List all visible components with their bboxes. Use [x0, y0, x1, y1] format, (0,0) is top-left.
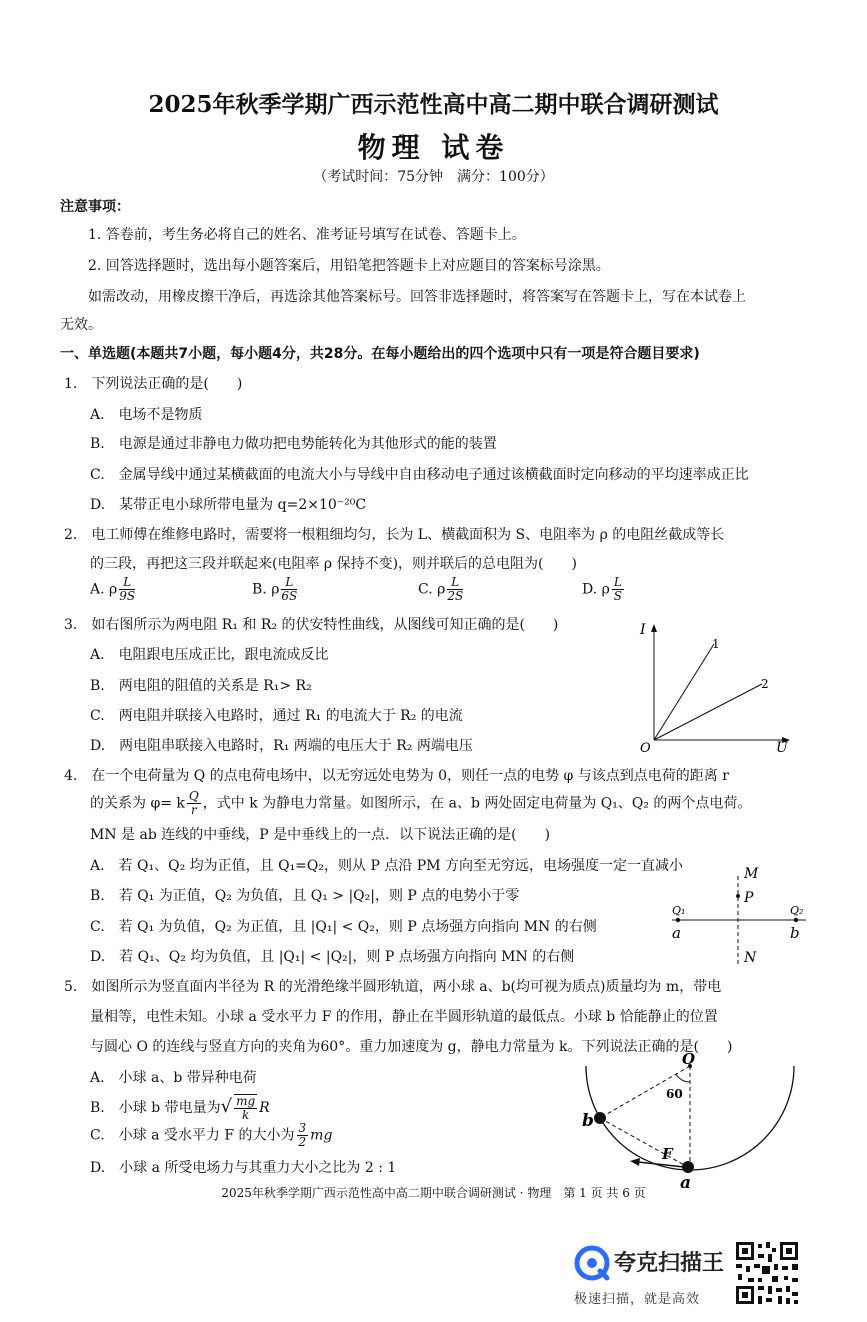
q5-semicircle-figure: [576, 1052, 808, 1192]
q5-option-b: B. 小球 b 带电量为√ $\frac{mg}{k}$ R: [90, 1094, 270, 1122]
page-footer: 2025年秋季学期广西示范性高中高二期中联合调研测试 · 物理 第 1 页 共 6 页: [221, 1186, 646, 1200]
q5-stem-line1: 5. 如图所示为竖直面内半径为 R 的光滑绝缘半圆形轨道，两小球 a、b(均可视为质点)质量均为 m，带电: [64, 979, 722, 995]
notice-item-4: 无效。: [60, 317, 102, 333]
q2-option-c: C. ρ $\frac{L}{2S}$: [418, 575, 464, 603]
q2-option-b: B. ρ $\frac{L}{6S}$: [252, 575, 298, 603]
q4-stem-line1: 4. 在一个电荷量为 Q 的点电荷电场中，以无穷远处电势为 0，则任一点的电势 φ 与该点到点电荷的距离 r: [64, 768, 729, 784]
quark-scanner-logo-icon: [574, 1245, 610, 1281]
q4-label-m: M: [744, 866, 759, 882]
q5-stem-line2: 量相等，电性未知。小球 a 受水平力 F 的作用，静止在半圆形轨道的最低点。小球 b 恰能静止的位置: [90, 1009, 718, 1025]
q2-option-a: A. ρ $\frac{L}{9S}$: [90, 575, 136, 603]
q4-option-d: D. 若 Q₁、Q₂ 均为负值，且 |Q₁| < |Q₂|，则 P 点场强方向指向 MN 的右侧: [90, 949, 575, 965]
q5-label-a: a: [680, 1173, 692, 1192]
q5-angle-arc: [676, 1074, 690, 1082]
q5-label-o: O: [682, 1052, 696, 1068]
q3-x-label: U: [776, 740, 788, 752]
q3-option-b: B. 两电阻的阻值的关系是 R₁> R₂: [90, 678, 312, 694]
q3-option-d: D. 两电阻串联接入电路时，R₁ 两端的电压大于 R₂ 两端电压: [90, 738, 473, 754]
q5-force-arrowhead: [630, 1158, 640, 1166]
q3-origin-label: O: [640, 741, 651, 752]
q5-option-d: D. 小球 a 所受电场力与其重力大小之比为 2 : 1: [90, 1160, 397, 1176]
q4-option-a: A. 若 Q₁、Q₂ 均为正值，且 Q₁=Q₂，则从 P 点沿 PM 方向至无穷远，电场强度一定一直减小: [90, 858, 683, 874]
section-heading: 一、单选题(本题共7小题，每小题4分，共28分。在每小题给出的四个选项中只有一项是符合题目要求): [60, 346, 700, 362]
q3-iu-graph: [636, 620, 796, 752]
notice-item-1: 1. 答卷前，考生务必将自己的姓名、准考证号填写在试卷、答题卡上。: [88, 227, 526, 243]
notice-heading: 注意事项：: [60, 199, 130, 215]
q1-option-d: D. 某带正电小球所带电量为 q=2×10⁻²⁰C: [90, 497, 367, 513]
q3-option-c: C. 两电阻并联接入电路时，通过 R₁ 的电流大于 R₂ 的电流: [90, 708, 463, 724]
q2-stem-line2: 的三段，再把这三段并联起来(电阻率 ρ 保持不变)，则并联后的总电阻为( ): [90, 556, 577, 572]
q1-option-b: B. 电源是通过非静电力做功把电势能转化为其他形式的能的装置: [90, 436, 497, 452]
q5-stem-line3: 与圆心 O 的连线与竖直方向的夹角为60°。重力加速度为 g，静电力常量为 k。下列说法正确的是( ): [90, 1039, 733, 1055]
q4-stem-line2: 的关系为 φ= k $\frac{Q}{r}$ ，式中 k 为静电力常量。如图所示，在 a、b 两处固定电荷量为 Q₁、Q₂ 的两个点电荷。: [90, 789, 752, 817]
watermark-app-name: 夸克扫描王: [614, 1251, 725, 1276]
q4-point-p: [736, 894, 740, 898]
q3-option-a: A. 电阻跟电压成正比，跟电流成反比: [90, 647, 329, 663]
exam-title: 2025年秋季学期广西示范性高中高二期中联合调研测试: [148, 91, 719, 118]
q4-label-b: b: [790, 924, 800, 942]
notice-item-3: 如需改动，用橡皮擦干净后，再选涂其他答案标号。回答非选择题时，将答案写在答题卡上，写在本试卷上: [88, 289, 746, 305]
q4-charge-b: [794, 918, 798, 922]
q4-option-b: B. 若 Q₁ 为正值，Q₂ 为负值，且 Q₁ > |Q₂|，则 P 点的电势小于零: [90, 888, 520, 904]
q3-line-1: [654, 644, 714, 740]
q4-option-c: C. 若 Q₁ 为负值，Q₂ 为正值，且 |Q₁| < Q₂，则 P 点场强方向指向 MN 的右侧: [90, 919, 597, 935]
q5-label-f: F: [662, 1145, 673, 1163]
q4-label-p: P: [744, 890, 754, 906]
q5-label-b: b: [582, 1111, 594, 1131]
q3-y-label: I: [640, 622, 646, 638]
q3-y-arrow: [651, 624, 657, 632]
q3-line2-label: 2: [761, 677, 769, 691]
q1-stem: 1. 下列说法正确的是( ): [64, 376, 243, 392]
watermark-slogan: 极速扫描，就是高效: [574, 1292, 701, 1307]
q4-label-q1: Q₁: [672, 904, 686, 917]
q3-line1-label: 1: [712, 637, 720, 651]
q4-label-a: a: [672, 924, 681, 942]
exam-meta: （考试时间：75分钟 满分：100分）: [313, 169, 554, 185]
q1-option-a: A. 电场不是物质: [90, 407, 203, 423]
q1-option-c: C. 金属导线中通过某横截面的电流大小与导线中自由移动电子通过该横截面时定向移动的平均速率成正比: [90, 467, 749, 483]
q2-stem-line1: 2. 电工师傅在维修电路时，需要将一根粗细均匀，长为 L、横截面积为 S、电阻率为 ρ 的电阻丝截成等长: [64, 527, 725, 543]
q5-label-angle: 60: [666, 1087, 683, 1101]
q5-option-a: A. 小球 a、b 带异种电荷: [90, 1070, 257, 1086]
notice-item-2: 2. 回答选择题时，选出每小题答案后，用铅笔把答题卡上对应题目的答案标号涂黑。: [88, 258, 610, 274]
q2-option-d: D. ρ $\frac{L}{S}$: [582, 575, 622, 603]
q3-stem: 3. 如右图所示为两电阻 R₁ 和 R₂ 的伏安特性曲线，从图线可知正确的是( ): [64, 617, 559, 633]
q5-option-c: C. 小球 a 受水平力 F 的大小为 $\frac{3}{2}$ mg: [90, 1121, 333, 1149]
qr-code-icon: [734, 1240, 800, 1306]
q4-charges-figure: [664, 862, 814, 972]
q4-label-n: N: [744, 950, 757, 966]
q4-stem-line3: MN 是 ab 连线的中垂线，P 是中垂线上的一点．以下说法正确的是( ): [90, 827, 551, 843]
q5-ball-b: [594, 1112, 606, 1124]
q3-line-2: [654, 684, 762, 740]
q4-charge-a: [676, 918, 680, 922]
subject-title: 物理 试卷: [357, 131, 510, 164]
q4-label-q2: Q₂: [790, 904, 804, 917]
